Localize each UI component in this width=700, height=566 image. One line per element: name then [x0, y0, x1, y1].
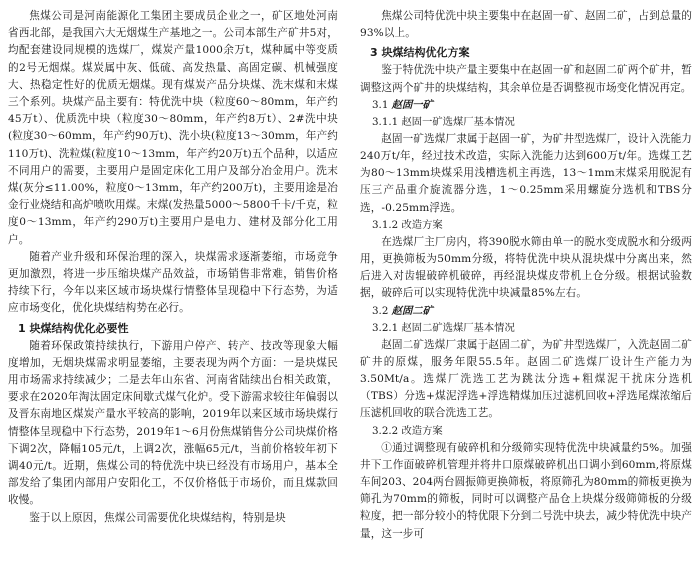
necessity-paragraph: 随着环保政策持续执行，下游用户停产、转产、技改等现象大幅度增加，无烟块煤需求明显萎缩，主要表现为两个方面：一是块煤民用市场需求持续减少；二是去年山东省、河南省陆续出台相关政策，要求在2020年淘汰固定床间歇式煤气化炉。受下游需求较往年偏弱以及晋东南地区煤炭产量水平较高的影响，2019年以来区域市场块煤行情整体呈现稳中下行态势，2019年1～6月份焦煤销售分公司块煤价格下调2次，降幅105元/t，上调2次，涨幅65元/t，当前价格较年初下调40元/t。近期，焦煤公司的特优洗中块已经没有市场用户，基本全部发给了集团内部用户安阳化工，不仅价格低于市场价，而且煤款回收慢。 [8, 339, 338, 507]
conclusion-paragraph: 鉴于以上原因，焦煤公司需要优化块煤结构，特别是块 [29, 511, 286, 524]
plant1-info-paragraph: 赵固一矿选煤厂隶属于赵固一矿，为矿井型选煤厂，设计入洗能力240万t/年，经过技术改造，实际入洗能力达到600万t/年。选煤工艺为80～13mm块煤采用浅槽选机主再选，13～1mm末煤采用脱泥有压三产品重介旋流器分选，1～0.25mm采用螺旋分选机和TBS分选，-0.25mm浮选。 [360, 132, 692, 214]
subsection-heading-3-2-1: 3.2.1 赵固二矿选煤厂基本情况 [372, 321, 515, 334]
plant1-plan-paragraph: 在选煤厂主厂房内，将390脱水筛由单一的脱水变成脱水和分级两用，更换筛板为50mm分级，将特优洗中块从混块煤中分离出来，然后进入对齿辊破碎机破碎，再经混块煤皮带机上仓分级。根据试验数据，破碎后可以实现特优洗中块减量85%左右。 [360, 235, 692, 300]
continuation-paragraph: 焦煤公司特优洗中块主要集中在赵固一矿、赵固二矿，占到总量的93%以上。 [360, 10, 692, 40]
subsection-number: 3.2 [372, 304, 389, 317]
subsection-title: 赵固一矿 [391, 98, 433, 111]
plant2-info-paragraph: 赵固二矿选煤厂隶属于赵固二矿，为矿井型选煤厂，入洗赵固二矿矿井的原煤，服务年限55.5年。赵固二矿选煤厂设计生产能力为3.50Mt/a。选煤厂洗选工艺为跳汰分选+粗煤泥干扰床分选机（TBS）分选+煤泥浮选+浮选精煤加压过滤机回收+浮选尾煤浓缩后压滤机回收的联合洗选工艺。 [360, 338, 692, 420]
subsection-heading-3-1-1: 3.1.1 赵固一矿选煤厂基本情况 [372, 115, 515, 128]
section-heading-3: 3 块煤结构优化方案 [370, 46, 470, 60]
subsection-number: 3.1 [372, 98, 389, 111]
subsection-title: 赵固二矿 [391, 304, 433, 317]
left-column [8, 8, 338, 527]
section-heading-1: 1 块煤结构优化必要性 [18, 321, 129, 335]
subsection-heading-3-2 [360, 303, 692, 320]
intro-paragraph: 焦煤公司是河南能源化工集团主要成员企业之一，矿区地处河南省西北部，是我国六大无烟煤生产基地之一。公司本部生产矿井5对，均配套建设同规模的选煤厂，煤炭产量1000余万t，煤种属中等变质的2号无烟煤。煤炭属中灰、低硫、高发热量、高固定碳、机械强度大、热稳定性好的优质无烟煤。现有煤炭产品分块煤、洗末煤和末煤三个系列。块煤产品主要有：特优洗中块（粒度60～80mm，年产约45万t）、优质洗中块（粒度30～80mm，年产约8万t）、2#洗中块(粒度30～60mm，年产约90万t)、洗小块(粒度13～30mm，年产约110万t)、洗粒煤(粒度10～13mm，年产约20万t)五个品种，以适应不同用户的需要，主要用户是固定床化工用户及部分冶金用户。洗末煤(灰分≤11.00%，粒度0～13mm，年产约200万t)，主要用途是冶金行业烧结和高炉喷吹用煤。末煤(发热量5000～5800千卡/千克，粒度0～13mm，年产约290万t)主要用户是电力、建材及部分化工用户。 [8, 10, 338, 246]
plan-paragraph: 鉴于特优洗中块产量主要集中在赵固一矿和赵固二矿两个矿井，暂调整这两个矿井的块煤结构，其余单位是否调整视市场变化情况再定。 [360, 64, 692, 94]
market-paragraph: 随着产业升级和环保治理的深入，块煤需求逐渐萎缩，市场竞争更加激烈，将进一步压缩块煤产品效益，市场销售非常难，销售价格持续下行，今年以来区域市场块煤行情整体呈现稳中下行态势，为适应市场变化，优化块煤结构势在必行。 [8, 250, 338, 315]
plant2-plan-paragraph: ①通过调整现有破碎机和分级筛实现特优洗中块减量约5%。加强井下工作面破碎机管理并将井口原煤破碎机出口调小到60mm,将原煤车间203、204两台圆振筛更换筛板，将原筛孔为80mm的筛板更换为筛孔为70mm的筛板，同时可以调整产品仓上块煤分级筛筛板的分级粒度，把一部分较小的特优限下分到二号洗中块去，减少特优洗中块产量，这一步可 [360, 441, 692, 540]
right-column [360, 8, 692, 543]
subsection-heading-3-1 [360, 97, 692, 114]
subsection-heading-3-2-2: 3.2.2 改造方案 [372, 424, 443, 437]
subsection-heading-3-1-2: 3.1.2 改造方案 [372, 218, 443, 231]
